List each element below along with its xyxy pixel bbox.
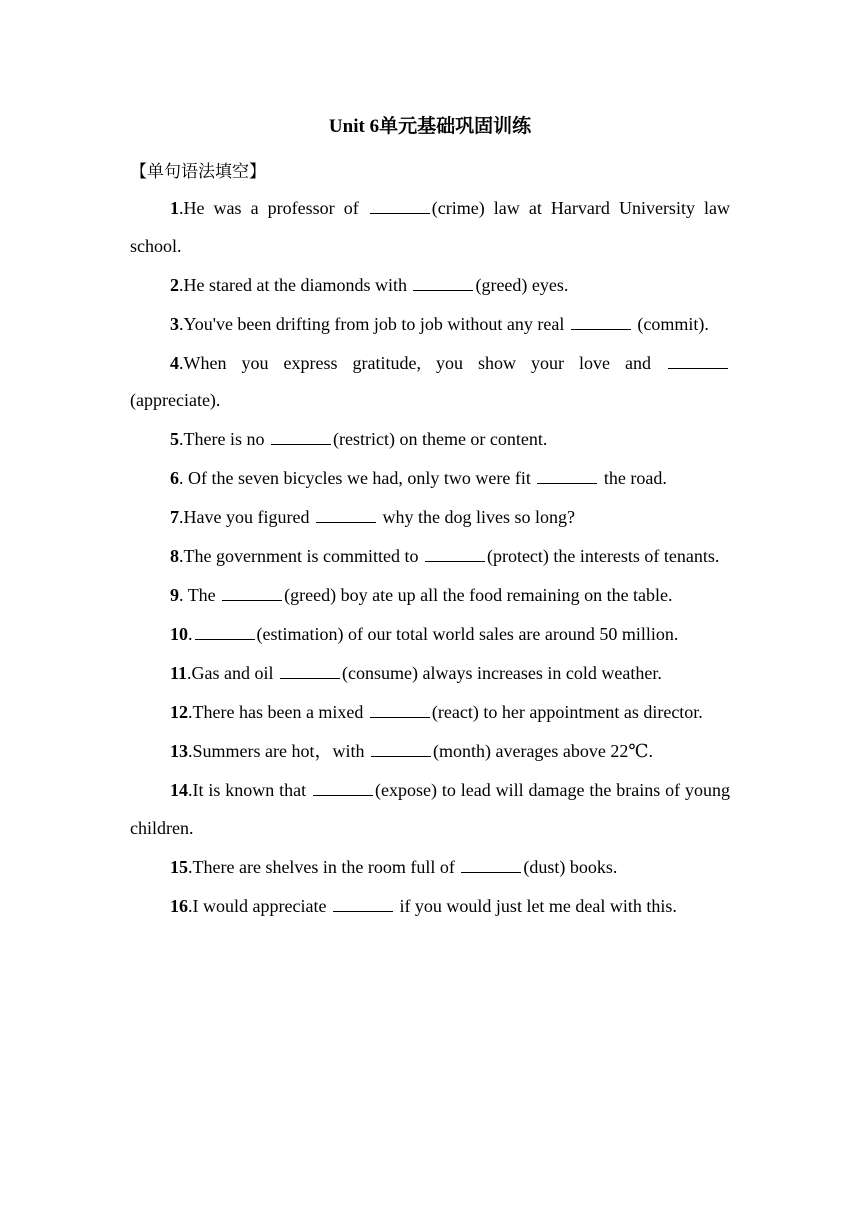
question-text-after: (restrict) on theme or content. [332, 429, 548, 449]
question-item [130, 772, 730, 847]
question-number: 16 [170, 895, 188, 916]
question-separator: . [187, 663, 192, 683]
question-item [130, 267, 730, 305]
question-text-before: I would appreciate [192, 895, 331, 916]
question-text-before: He was a professor of [183, 198, 368, 218]
question-number: 6 [170, 468, 179, 488]
question-separator: . [188, 895, 193, 916]
question-text-after: (greed) boy ate up all the food remaining on the table. [284, 585, 673, 605]
question-separator: . [179, 429, 184, 449]
answer-blank[interactable] [571, 312, 631, 330]
question-text-before: It is known that [192, 780, 312, 800]
question-separator: . [188, 780, 193, 800]
answer-blank[interactable] [413, 273, 473, 291]
answer-blank[interactable] [668, 351, 728, 369]
answer-blank[interactable] [280, 661, 340, 679]
question-text-after: (expose) to lead will damage the brains of young children. [130, 780, 730, 838]
question-text-before: There are shelves in the room full of [192, 856, 460, 877]
question-text-before: You've been drifting from job to job without any real [183, 313, 569, 334]
question-number: 10 [170, 624, 188, 644]
answer-blank[interactable] [313, 778, 373, 796]
question-separator: . [179, 468, 188, 488]
answer-blank[interactable] [537, 466, 597, 484]
question-text-after: the road. [599, 468, 667, 488]
section-heading: 【单句语法填空】 [130, 162, 266, 182]
question-item [130, 694, 730, 732]
question-item [130, 306, 730, 344]
answer-blank[interactable] [461, 855, 521, 873]
question-item [130, 577, 730, 615]
question-text-after: (dust) books. [523, 856, 618, 877]
question-text-after: (commit). [632, 313, 709, 334]
question-text-before: He stared at the diamonds with [183, 274, 412, 295]
question-text-before: The government is committed to [183, 546, 423, 566]
question-number: 9 [170, 585, 179, 605]
question-number: 14 [170, 780, 188, 800]
question-item [130, 733, 730, 771]
question-text-after: (protect) the interests of tenants. [486, 546, 720, 566]
question-separator: . [179, 546, 184, 566]
question-text-after: (crime) law at Harvard University law school. [130, 198, 730, 256]
answer-blank[interactable] [370, 700, 430, 718]
question-text-before: There is no [183, 429, 269, 449]
answer-blank[interactable] [195, 622, 255, 640]
question-number: 7 [170, 507, 179, 527]
question-number: 3 [170, 313, 179, 334]
question-text-after: if you would just let me deal with this. [394, 895, 677, 916]
question-text-before: Summers are hot，with [192, 741, 369, 761]
question-separator: . [188, 856, 193, 877]
question-separator: . [179, 507, 184, 527]
question-separator: . [179, 352, 184, 373]
answer-blank[interactable] [370, 196, 430, 214]
question-text-after: (appreciate). [130, 390, 221, 410]
question-separator: . [188, 741, 193, 761]
question-separator: . [188, 702, 193, 722]
question-item [130, 655, 730, 693]
question-number: 5 [170, 429, 179, 449]
question-list [130, 190, 730, 927]
question-item [130, 421, 730, 459]
answer-blank[interactable] [425, 544, 485, 562]
question-number: 11 [170, 663, 188, 683]
answer-blank[interactable] [333, 894, 393, 912]
question-text-after: (react) to her appointment as director. [431, 702, 703, 722]
question-item [130, 616, 730, 654]
question-text-after: (estimation) of our total world sales are around 50 million. [256, 624, 679, 644]
question-text-after: (month) averages above 22℃. [432, 741, 654, 761]
question-separator: . [179, 313, 184, 334]
question-number: 1 [170, 198, 179, 218]
question-text-before: The [187, 585, 221, 605]
question-separator: . [179, 198, 184, 218]
question-number: 15 [170, 856, 188, 877]
page-title: Unit 6单元基础巩固训练 [328, 116, 532, 137]
question-item [130, 849, 730, 887]
answer-blank[interactable] [222, 583, 282, 601]
question-item [130, 460, 730, 498]
question-text-before: There has been a mixed [192, 702, 368, 722]
question-number: 12 [170, 702, 188, 722]
question-number: 8 [170, 546, 179, 566]
question-separator: . [188, 624, 193, 644]
answer-blank[interactable] [316, 505, 376, 523]
answer-blank[interactable] [371, 739, 431, 757]
question-text-before: Have you figured [183, 507, 314, 527]
question-separator: . [179, 274, 184, 295]
question-text-after: (consume) always increases in cold weather. [342, 663, 662, 683]
question-text-after: (greed) eyes. [475, 274, 569, 295]
question-item [130, 345, 730, 420]
question-item [130, 190, 730, 265]
question-text-before: When you express gratitude, you show your love and [183, 352, 666, 373]
question-item [130, 888, 730, 926]
question-number: 2 [170, 274, 179, 295]
question-item [130, 499, 730, 537]
answer-blank[interactable] [271, 427, 331, 445]
question-text-before: Gas and oil [191, 663, 278, 683]
question-separator: . [179, 585, 188, 605]
question-number: 4 [170, 352, 179, 373]
question-text-before: Of the seven bicycles we had, only two were fit [188, 468, 536, 488]
question-text-after: why the dog lives so long? [377, 507, 575, 527]
question-number: 13 [170, 741, 188, 761]
question-item [130, 538, 730, 576]
